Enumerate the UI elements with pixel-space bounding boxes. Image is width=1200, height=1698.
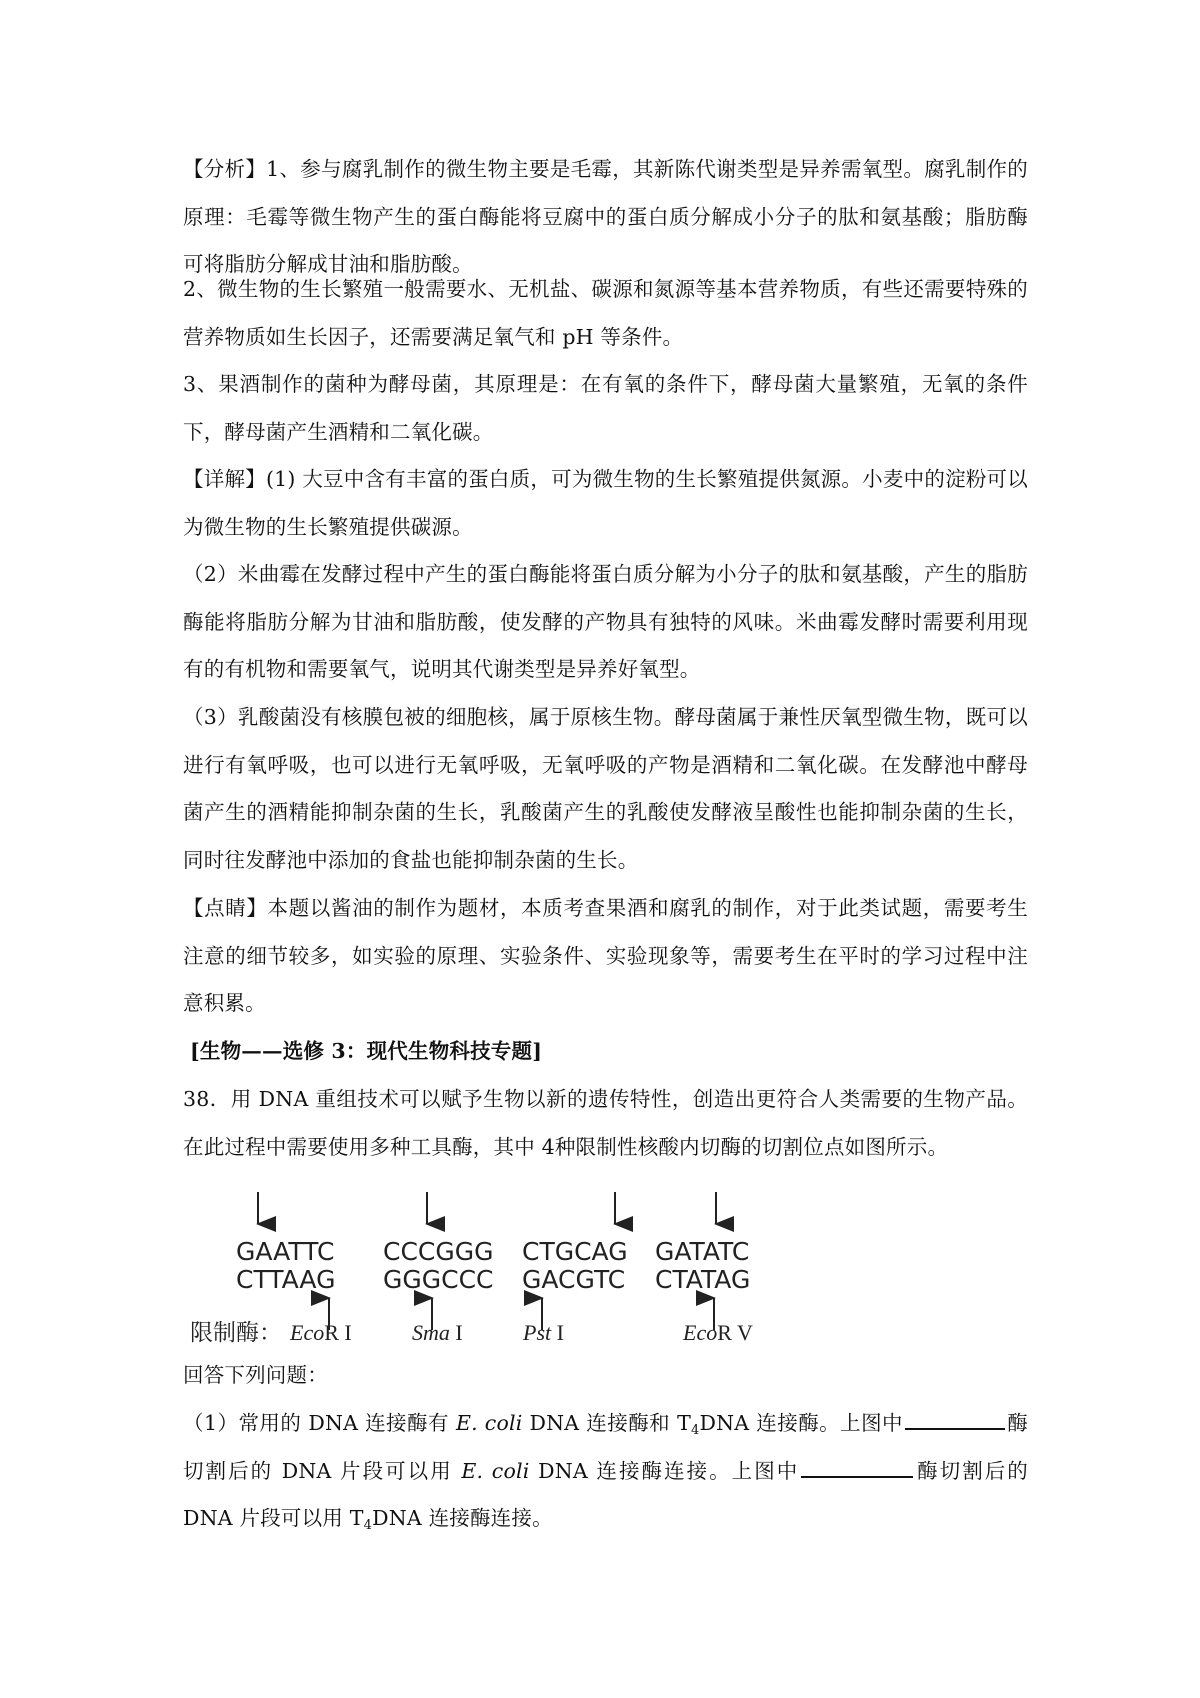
detail-paragraph-2: （2）米曲霉在发酵过程中产生的蛋白酶能将蛋白质分解为小分子的肽和氨基酸，产生的脂肪酶能将脂肪分解为甘油和脂肪酸，使发酵的产物具有独特的风味。米曲霉发酵时需要利用现有的有机物和需要氧气，说明其代谢类型是异养好氧型。	[183, 562, 1028, 681]
question-prompt: 回答下列问题：	[183, 1363, 328, 1387]
enzyme-row-label: 限制酶：	[190, 1320, 282, 1346]
enzyme-name-ecorv: EcoR V	[683, 1320, 753, 1345]
site-top-seq: CCCGGG	[383, 1237, 494, 1266]
site-bottom-seq: CTTAAG	[236, 1265, 336, 1294]
detail-paragraph-1: 【详解】(1) 大豆中含有丰富的蛋白质，可为微生物的生长繁殖提供氮源。小麦中的淀粉可以为微生物的生长繁殖提供碳源。	[183, 467, 1028, 539]
site-top-seq: GATATC	[655, 1237, 750, 1266]
comment-paragraph: 【点睛】本题以酱油的制作为题材，本质考查果酒和腐乳的制作，对于此类试题，需要考生注意的细节较多，如实验的原理、实验条件、实验现象等，需要考生在平时的学习过程中注意积累。	[183, 896, 1028, 1015]
analysis-paragraph-1: 【分析】1、参与腐乳制作的微生物主要是毛霉，其新陈代谢类型是异养需氧型。腐乳制作的原理：毛霉等微生物产生的蛋白酶能将豆腐中的蛋白质分解成小分子的肽和氨基酸；脂肪酶可将脂肪分解成甘油和脂肪酸。	[183, 157, 1028, 276]
site-bottom-seq: CTATAG	[655, 1265, 751, 1294]
question-1: （1）常用的 DNA 连接酶有 E. coli DNA 连接酶和 $T_4DNA$ 连接酶。上图中 酶切割后的 DNA 片段可以用 E. coli DNA 连接酶连接。上图中 酶切割后的 DNA 片段可以用 $T_4DNA$ 连接酶连接。	[183, 1400, 1028, 1543]
site-bottom-seq: GGGCCC	[383, 1265, 494, 1294]
site-bottom-seq: GACGTC	[522, 1265, 626, 1294]
analysis-paragraph-3: 3、果酒制作的菌种为酵母菌，其原理是：在有氧的条件下，酵母菌大量繁殖，无氧的条件下，酵母菌产生酒精和二氧化碳。	[183, 372, 1028, 444]
answer-blank-1[interactable]	[905, 1406, 1005, 1430]
site-top-seq: CTGCAG	[522, 1237, 628, 1266]
enzyme-label-row	[190, 1308, 790, 1354]
site-top-seq: GAATTC	[236, 1237, 335, 1266]
enzyme-name-ecori: EcoR I	[290, 1320, 352, 1345]
analysis-paragraph-2: 2、微生物的生长繁殖一般需要水、无机盐、碳源和氮源等基本营养物质，有些还需要特殊的营养物质如生长因子，还需要满足氧气和 pH 等条件。	[183, 277, 1028, 349]
answer-blank-2[interactable]	[801, 1454, 913, 1478]
enzyme-name-smai: Sma I	[412, 1320, 463, 1345]
question-intro: 38．用 DNA 重组技术可以赋予生物以新的遗传特性，创造出更符合人类需要的生物产品。在此过程中需要使用多种工具酶，其中 4种限制性核酸内切酶的切割位点如图所示。	[183, 1087, 1028, 1159]
enzyme-name-psti: Pst I	[523, 1320, 564, 1345]
section-heading: [生物——选修 3：现代生物科技专题]	[190, 1039, 543, 1063]
detail-paragraph-3: （3）乳酸菌没有核膜包被的细胞核，属于原核生物。酵母菌属于兼性厌氧型微生物，既可以进行有氧呼吸，也可以进行无氧呼吸，无氧呼吸的产物是酒精和二氧化碳。在发酵池中酵母菌产生的酒精能抑制杂菌的生长，乳酸菌产生的乳酸使发酵液呈酸性也能抑制杂菌的生长，同时往发酵池中添加的食盐也能抑制杂菌的生长。	[183, 705, 1028, 872]
